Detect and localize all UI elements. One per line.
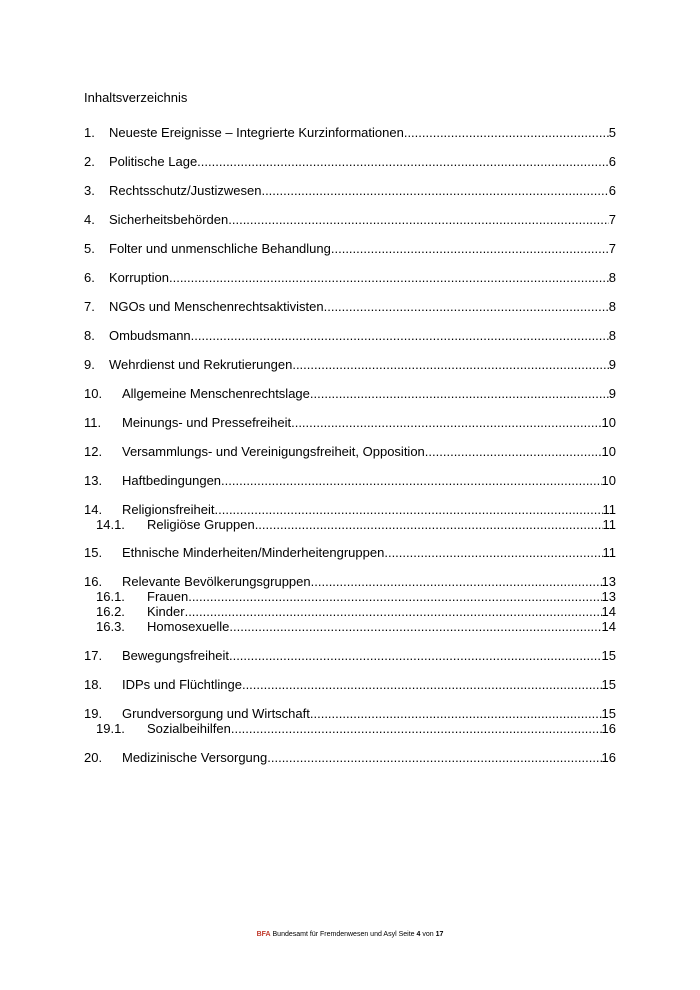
toc-leader-dots <box>229 648 602 663</box>
toc-entry-number: 4. <box>84 212 95 227</box>
toc-leader-dots <box>404 125 609 140</box>
toc-entry-label: Korruption <box>109 270 169 285</box>
toc-leader-dots <box>324 299 609 314</box>
toc-entry[interactable] <box>84 706 616 721</box>
toc-entry-label: NGOs und Menschenrechtsaktivisten <box>109 299 324 314</box>
toc-heading: Inhaltsverzeichnis <box>84 90 188 105</box>
toc-entry-page: 9 <box>608 357 616 372</box>
toc-entry-number: 10. <box>84 386 103 401</box>
toc-subentry[interactable] <box>84 604 616 619</box>
toc-entry[interactable] <box>84 648 616 663</box>
toc-entry-page: 13 <box>601 589 616 604</box>
toc-leader-dots <box>197 154 609 169</box>
toc-entry-page: 6 <box>608 183 616 198</box>
toc-entry-number: 19. <box>84 706 103 721</box>
toc-leader-dots <box>425 444 602 459</box>
toc-entry-number: 19.1. <box>96 721 125 736</box>
toc-entry-number: 16. <box>84 574 103 589</box>
toc-entry[interactable] <box>84 444 616 459</box>
toc-entry-label: Ethnische Minderheiten/Minderheitengruppen <box>122 545 385 560</box>
toc-entry-number: 1. <box>84 125 95 140</box>
toc-entry-number: 17. <box>84 648 103 663</box>
footer-page-current: 4 <box>416 931 421 938</box>
toc-entry-label: Wehrdienst und Rekrutierungen <box>109 357 293 372</box>
toc-entry-number: 18. <box>84 677 103 692</box>
toc-entry-label: Religiöse Gruppen <box>147 517 255 532</box>
toc-entry-page: 10 <box>601 415 616 430</box>
toc-entry-number: 8. <box>84 328 95 343</box>
toc-entry[interactable] <box>84 473 616 488</box>
toc-leader-dots <box>229 619 601 634</box>
toc-entry-label: Meinungs- und Pressefreiheit <box>122 415 292 430</box>
toc-entry-page: 16 <box>601 721 616 736</box>
toc-entry-label: Religionsfreiheit <box>122 502 215 517</box>
footer-of-word: von <box>422 931 434 938</box>
toc-entry-number: 14.1. <box>96 517 125 532</box>
toc-entry-number: 3. <box>84 183 95 198</box>
toc-entry[interactable] <box>84 299 616 314</box>
toc-entry-page: 13 <box>601 574 616 589</box>
toc-entry-number: 12. <box>84 444 103 459</box>
toc-entry-number: 2. <box>84 154 95 169</box>
footer-agency-name: Bundesamt für Fremdenwesen und Asyl <box>272 931 397 938</box>
toc-entry[interactable] <box>84 241 616 256</box>
toc-entry-page: 11 <box>602 545 616 560</box>
toc-leader-dots <box>267 750 601 765</box>
toc-entry[interactable] <box>84 212 616 227</box>
toc-entry[interactable] <box>84 574 616 589</box>
toc-leader-dots <box>311 574 602 589</box>
toc-entry-page: 10 <box>601 444 616 459</box>
toc-entry-page: 7 <box>608 241 616 256</box>
toc-entry[interactable] <box>84 677 616 692</box>
toc-entry-number: 16.3. <box>96 619 125 634</box>
toc-entry-label: Folter und unmenschliche Behandlung <box>109 241 331 256</box>
toc-subentry[interactable] <box>84 589 616 604</box>
toc-leader-dots <box>228 212 609 227</box>
toc-entry-number: 7. <box>84 299 95 314</box>
toc-entry-label: IDPs und Flüchtlinge <box>122 677 242 692</box>
footer-page-total: 17 <box>435 931 444 938</box>
toc-entry-number: 14. <box>84 502 103 517</box>
toc-entry-number: 9. <box>84 357 95 372</box>
toc-entry-label: Homosexuelle <box>147 619 230 634</box>
toc-entry[interactable] <box>84 183 616 198</box>
toc-entry-label: Relevante Bevölkerungsgruppen <box>122 574 311 589</box>
toc-entry-page: 6 <box>608 154 616 169</box>
toc-entry-number: 13. <box>84 473 103 488</box>
toc-entry-label: Kinder <box>147 604 185 619</box>
toc-leader-dots <box>291 415 601 430</box>
toc-entry-number: 11. <box>84 415 102 430</box>
toc-entry-page: 11 <box>602 517 616 532</box>
footer-page-word: Seite <box>398 931 415 938</box>
toc-leader-dots <box>221 473 602 488</box>
toc-entry-label: Rechtsschutz/Justizwesen <box>109 183 262 198</box>
toc-entry-page: 14 <box>601 619 616 634</box>
toc-entry[interactable] <box>84 125 616 140</box>
toc-entry-number: 20. <box>84 750 103 765</box>
toc-leader-dots <box>255 517 603 532</box>
toc-entry[interactable] <box>84 328 616 343</box>
toc-entry-page: 8 <box>608 270 616 285</box>
toc-leader-dots <box>188 589 601 604</box>
toc-leader-dots <box>185 604 602 619</box>
toc-entry-label: Sicherheitsbehörden <box>109 212 229 227</box>
toc-entry[interactable] <box>84 502 616 517</box>
toc-entry[interactable] <box>84 270 616 285</box>
toc-entry-label: Neueste Ereignisse – Integrierte Kurzinformationen <box>109 125 404 140</box>
toc-entry-number: 15. <box>84 545 103 560</box>
toc-entry-label: Frauen <box>147 589 189 604</box>
toc-subentry[interactable] <box>84 517 616 532</box>
toc-entry[interactable] <box>84 750 616 765</box>
toc-entry-label: Sozialbeihilfen <box>147 721 231 736</box>
toc-entry-label: Bewegungsfreiheit <box>122 648 229 663</box>
toc-leader-dots <box>292 357 608 372</box>
toc-leader-dots <box>384 545 602 560</box>
toc-subentry[interactable] <box>84 721 616 736</box>
toc-entry-page: 7 <box>608 212 616 227</box>
toc-entry-page: 8 <box>608 299 616 314</box>
toc-entry[interactable] <box>84 154 616 169</box>
toc-entry-page: 8 <box>608 328 616 343</box>
toc-entry[interactable] <box>84 357 616 372</box>
toc-entry-page: 16 <box>601 750 616 765</box>
toc-entry-number: 16.2. <box>96 604 125 619</box>
toc-leader-dots <box>242 677 602 692</box>
toc-entry-page: 15 <box>601 648 616 663</box>
toc-entry-number: 6. <box>84 270 95 285</box>
page-footer <box>0 930 700 939</box>
toc-leader-dots <box>331 241 609 256</box>
toc-entry-label: Medizinische Versorgung <box>122 750 268 765</box>
toc-leader-dots <box>215 502 603 517</box>
toc-entry-number: 16.1. <box>96 589 125 604</box>
toc-leader-dots <box>310 706 602 721</box>
toc-leader-dots <box>169 270 609 285</box>
toc-entry-label: Versammlungs- und Vereinigungsfreiheit, Opposition <box>122 444 425 459</box>
toc-entry-page: 5 <box>608 125 616 140</box>
toc-entry-page: 15 <box>601 706 616 721</box>
toc-subentry[interactable] <box>84 619 616 634</box>
bfa-logo: BFA <box>256 931 271 938</box>
toc-leader-dots <box>191 328 609 343</box>
toc-leader-dots <box>310 386 609 401</box>
toc-entry-label: Allgemeine Menschenrechtslage <box>122 386 310 401</box>
toc-leader-dots <box>261 183 608 198</box>
toc-leader-dots <box>231 721 602 736</box>
toc-entry-page: 15 <box>601 677 616 692</box>
toc-entry-label: Ombudsmann <box>109 328 191 343</box>
toc-entry-label: Grundversorgung und Wirtschaft <box>122 706 310 721</box>
toc-entry-label: Politische Lage <box>109 154 198 169</box>
toc-entry-page: 11 <box>602 502 616 517</box>
toc-entry-number: 5. <box>84 241 95 256</box>
toc-entry[interactable] <box>84 545 616 560</box>
toc-entry-page: 10 <box>601 473 616 488</box>
toc-entry-page: 14 <box>601 604 616 619</box>
toc-entry-label: Haftbedingungen <box>122 473 222 488</box>
toc-entry[interactable] <box>84 386 616 401</box>
toc-entry[interactable] <box>84 415 616 430</box>
toc-entry-page: 9 <box>608 386 616 401</box>
